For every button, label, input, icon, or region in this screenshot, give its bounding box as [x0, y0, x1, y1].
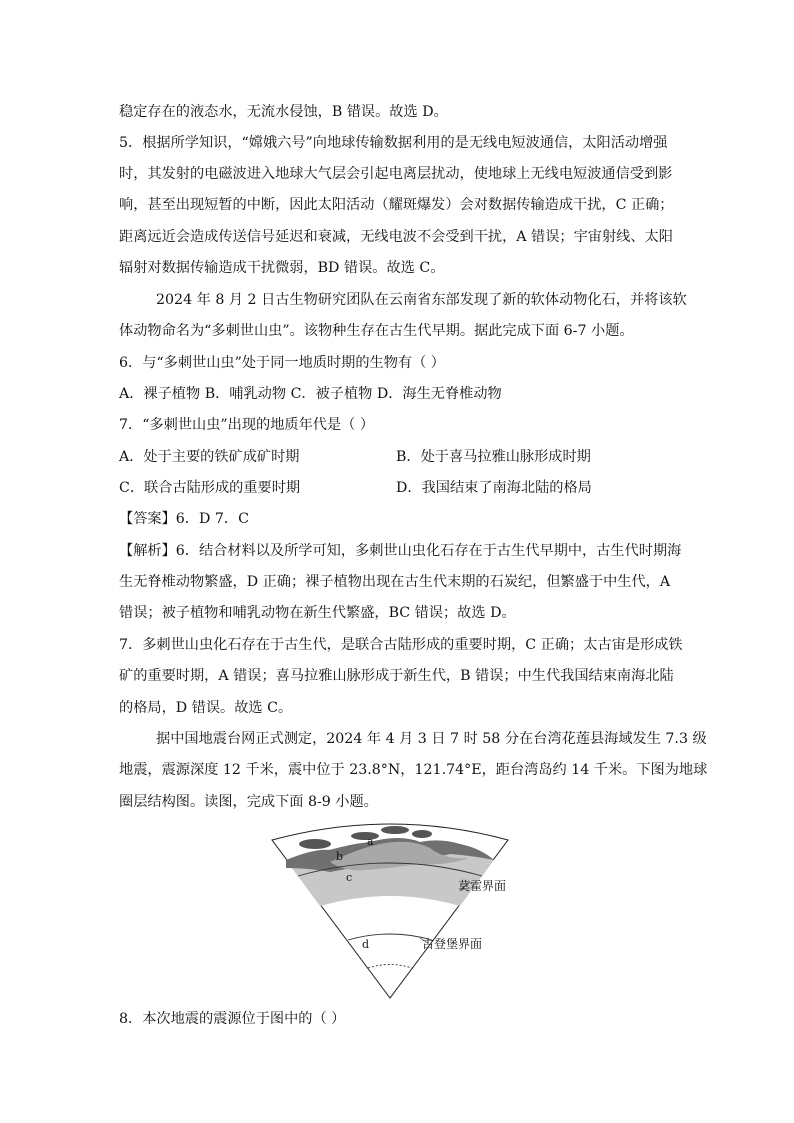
option-b: B．处于喜马拉雅山脉形成时期	[396, 449, 591, 465]
cloud-shape	[351, 832, 379, 840]
answer-line: 【答案】6．D 7．C	[119, 511, 249, 527]
label-gutenberg: 古登堡界面	[422, 937, 483, 951]
label-c: c	[346, 871, 353, 884]
option-c: C．联合古陆形成的重要时期	[119, 480, 301, 496]
text-line: 辐射对数据传输造成干扰微弱，BD 错误。故选 C。	[119, 260, 445, 276]
analysis-line: 【解析】6．结合材料以及所学可知，多刺世山虫化石存在于古生代早期中，古生代时期海	[119, 543, 682, 559]
cloud-shape	[299, 839, 331, 849]
analysis-line: 矿的重要时期，A 错误；喜马拉雅山脉形成于新生代，B 错误；中生代我国结束南海北陆	[119, 668, 674, 684]
text-line: 据中国地震台网正式测定，2024 年 4 月 3 日 7 时 58 分在台湾花莲县海域发生 7.3 级	[156, 731, 707, 747]
text-line: 时，其发射的电磁波进入地球大气层会引起电离层扰动，使地球上无线电短波通信受到影	[119, 166, 673, 182]
label-a: a	[367, 835, 374, 848]
option-d: D．我国结束了南海北陆的格局	[396, 480, 592, 496]
label-moho: 莫霍界面	[458, 879, 507, 893]
question-6: 6．与“多刺世山虫”处于同一地质时期的生物有（ ）	[119, 355, 445, 371]
analysis-line: 生无脊椎动物繁盛，D 正确；裸子植物出现在古生代末期的石炭纪，但繁盛于中生代，A	[119, 574, 671, 590]
label-d: d	[362, 938, 370, 951]
text-line: 距离远近会造成传送信号延迟和衰减，无线电波不会受到干扰，A 错误；宇宙射线、太阳	[119, 229, 673, 245]
text-line: 体动物命名为“多刺世山虫”。该物种生存在古生代早期。据此完成下面 6-7 小题。	[119, 323, 634, 339]
option-a: A．处于主要的铁矿成矿时期	[119, 449, 300, 465]
text-line: 响，甚至出现短暂的中断，因此太阳活动（耀斑爆发）会对数据传输造成干扰，C 正确；	[119, 197, 674, 213]
question-7: 7．“多刺世山虫”出现的地质年代是（ ）	[119, 417, 375, 433]
text-line: 圈层结构图。读图，完成下面 8-9 小题。	[119, 794, 378, 810]
question-8: 8．本次地震的震源位于图中的（ ）	[119, 1011, 346, 1027]
cloud-shape	[412, 830, 432, 838]
analysis-line: 的格局，D 错误。故选 C。	[119, 700, 293, 716]
analysis-line: 7．多刺世山虫化石存在于古生代，是联合古陆形成的重要时期，C 正确；太古宙是形成铁	[119, 637, 683, 653]
earth-layers-diagram	[270, 820, 510, 1005]
text-line: 2024 年 8 月 2 日古生物研究团队在云南省东部发现了新的软体动物化石，并将该软	[156, 292, 687, 308]
question-6-options: A．裸子植物 B．哺乳动物 C．被子植物 D．海生无脊椎动物	[119, 386, 502, 402]
text-line: 5．根据所学知识，“嫦娥六号”向地球传输数据利用的是无线电短波通信，太阳活动增强	[119, 135, 668, 151]
label-b: b	[336, 850, 344, 863]
cloud-shape	[381, 826, 409, 834]
text-line: 稳定存在的液态水，无流水侵蚀，B 错误。故选 D。	[119, 104, 448, 120]
analysis-line: 错误；被子植物和哺乳动物在新生代繁盛，BC 错误；故选 D。	[119, 605, 516, 621]
text-line: 地震，震源深度 12 千米，震中位于 23.8°N，121.74°E，距台湾岛约 14 千米。下图为地球	[119, 762, 708, 778]
